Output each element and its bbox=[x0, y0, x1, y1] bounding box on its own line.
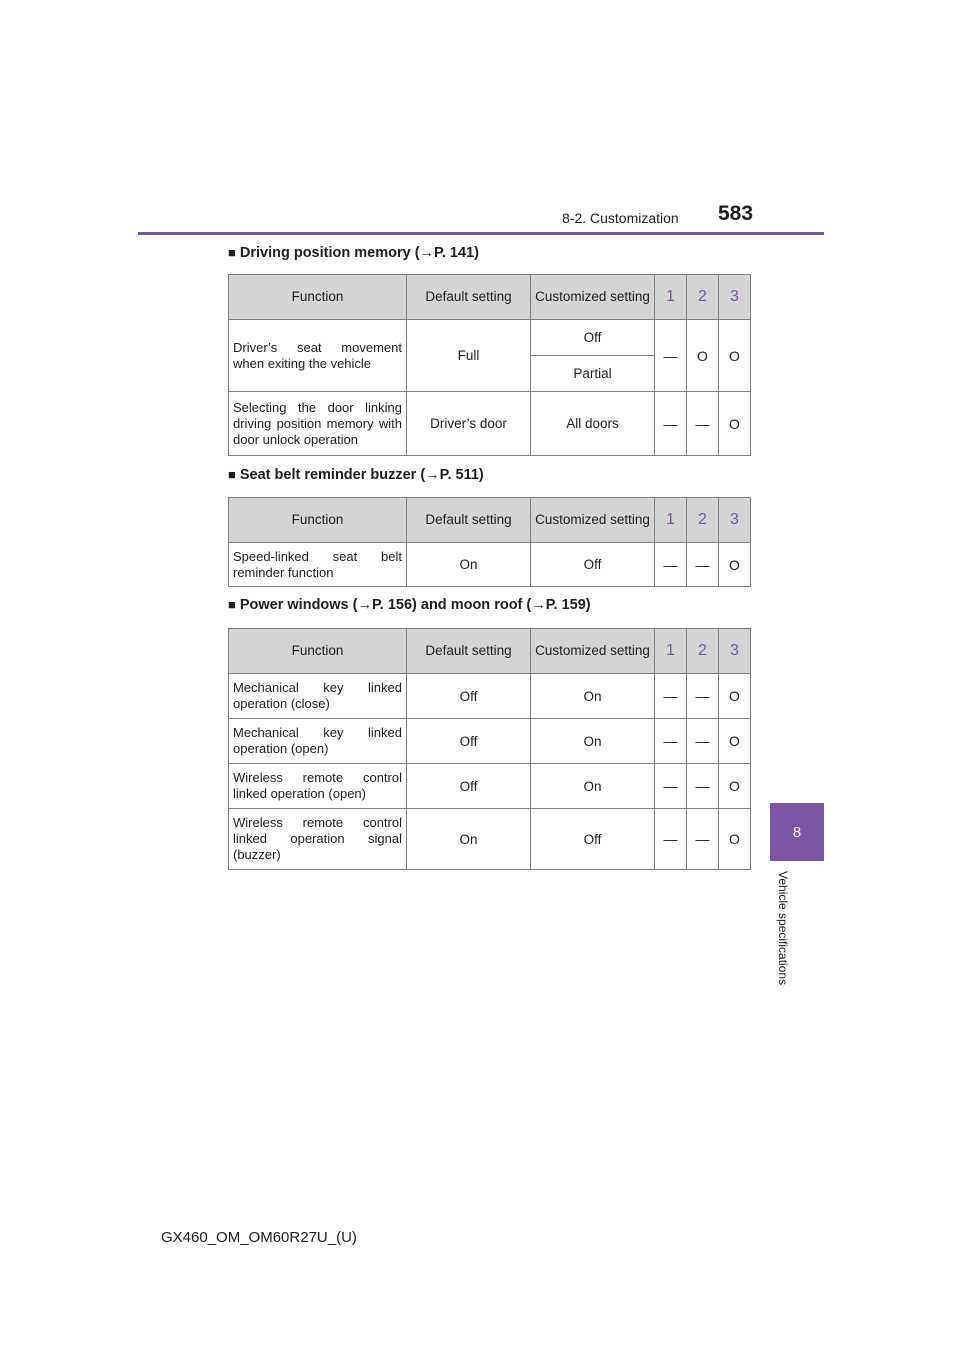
custom-cell: All doors bbox=[531, 392, 655, 456]
table-row bbox=[229, 674, 751, 719]
function-cell: Wireless remote control linked operation signal (buzzer) bbox=[229, 809, 407, 870]
mark-2: — bbox=[687, 719, 719, 764]
bullet-square: ■ bbox=[228, 467, 236, 482]
col-2: 2 bbox=[687, 498, 719, 543]
custom-cell: On bbox=[531, 764, 655, 809]
chapter-number: 8 bbox=[792, 823, 802, 841]
page-number: 583 bbox=[718, 202, 754, 225]
mark-3: O bbox=[719, 764, 751, 809]
section-title: 8-2. Customization bbox=[562, 210, 679, 226]
table-header bbox=[229, 629, 751, 674]
col-1: 1 bbox=[655, 629, 687, 674]
col-default: Default setting bbox=[407, 275, 531, 320]
col-2: 2 bbox=[687, 629, 719, 674]
mark-2: — bbox=[687, 543, 719, 587]
col-1: 1 bbox=[655, 498, 687, 543]
custom-cell: Off bbox=[531, 320, 655, 356]
default-cell: Off bbox=[407, 674, 531, 719]
col-2: 2 bbox=[687, 275, 719, 320]
mark-1: — bbox=[655, 764, 687, 809]
mark-3: O bbox=[719, 320, 751, 392]
mark-1: — bbox=[655, 392, 687, 456]
col-function: Function bbox=[229, 498, 407, 543]
function-cell: Mechanical key linked operation (close) bbox=[229, 674, 407, 719]
mark-3: O bbox=[719, 543, 751, 587]
col-3: 3 bbox=[719, 629, 751, 674]
table-row bbox=[229, 809, 751, 870]
function-cell: Wireless remote control linked operation (open) bbox=[229, 764, 407, 809]
table-power-windows bbox=[228, 628, 751, 870]
table-row bbox=[229, 719, 751, 764]
function-cell: Driver’s seat movement when exiting the vehicle bbox=[229, 320, 407, 392]
custom-cell: Partial bbox=[531, 356, 655, 392]
header-divider bbox=[138, 232, 824, 235]
document-code: GX460_OM_OM60R27U_(U) bbox=[161, 1229, 357, 1246]
table-driving-position-memory bbox=[228, 274, 751, 456]
col-function: Function bbox=[229, 629, 407, 674]
table-row bbox=[229, 543, 751, 587]
col-customized: Customized setting bbox=[531, 629, 655, 674]
function-cell: Speed-linked seat belt reminder function bbox=[229, 543, 407, 587]
function-cell: Selecting the door linking driving position memory with door unlock operation bbox=[229, 392, 407, 456]
col-customized: Customized setting bbox=[531, 498, 655, 543]
mark-1: — bbox=[655, 543, 687, 587]
bullet-square: ■ bbox=[228, 597, 236, 612]
col-default: Default setting bbox=[407, 498, 531, 543]
default-cell: Off bbox=[407, 719, 531, 764]
heading-text: Power windows (→P. 156) and moon roof (→P. 159) bbox=[239, 597, 591, 613]
col-customized: Customized setting bbox=[531, 275, 655, 320]
chapter-label: Vehicle specifications bbox=[776, 871, 790, 986]
default-cell: On bbox=[407, 543, 531, 587]
mark-2: — bbox=[687, 392, 719, 456]
col-function: Function bbox=[229, 275, 407, 320]
col-default: Default setting bbox=[407, 629, 531, 674]
custom-cell: On bbox=[531, 674, 655, 719]
default-cell: On bbox=[407, 809, 531, 870]
col-3: 3 bbox=[719, 498, 751, 543]
mark-2: — bbox=[687, 764, 719, 809]
col-1: 1 bbox=[655, 275, 687, 320]
default-cell: Off bbox=[407, 764, 531, 809]
table-row bbox=[229, 764, 751, 809]
custom-cell: Off bbox=[531, 809, 655, 870]
table-row bbox=[229, 320, 751, 356]
heading-driving-position-memory bbox=[228, 245, 479, 261]
heading-seat-belt-reminder bbox=[228, 467, 484, 483]
table-row bbox=[229, 392, 751, 456]
table-header bbox=[229, 498, 751, 543]
chapter-tab[interactable] bbox=[770, 803, 824, 861]
heading-power-windows bbox=[228, 597, 591, 613]
mark-3: O bbox=[719, 809, 751, 870]
default-cell: Driver’s door bbox=[407, 392, 531, 456]
mark-1: — bbox=[655, 674, 687, 719]
mark-2: — bbox=[687, 674, 719, 719]
table-header bbox=[229, 275, 751, 320]
custom-cell: On bbox=[531, 719, 655, 764]
mark-2: O bbox=[687, 320, 719, 392]
default-cell: Full bbox=[407, 320, 531, 392]
mark-3: O bbox=[719, 392, 751, 456]
mark-3: O bbox=[719, 674, 751, 719]
custom-cell: Off bbox=[531, 543, 655, 587]
mark-3: O bbox=[719, 719, 751, 764]
table-seat-belt-reminder bbox=[228, 497, 751, 587]
mark-1: — bbox=[655, 809, 687, 870]
mark-1: — bbox=[655, 719, 687, 764]
heading-text: Seat belt reminder buzzer (→P. 511) bbox=[239, 467, 484, 483]
bullet-square: ■ bbox=[228, 245, 236, 260]
col-3: 3 bbox=[719, 275, 751, 320]
function-cell: Mechanical key linked operation (open) bbox=[229, 719, 407, 764]
mark-1: — bbox=[655, 320, 687, 392]
mark-2: — bbox=[687, 809, 719, 870]
heading-text: Driving position memory (→P. 141) bbox=[239, 245, 479, 261]
